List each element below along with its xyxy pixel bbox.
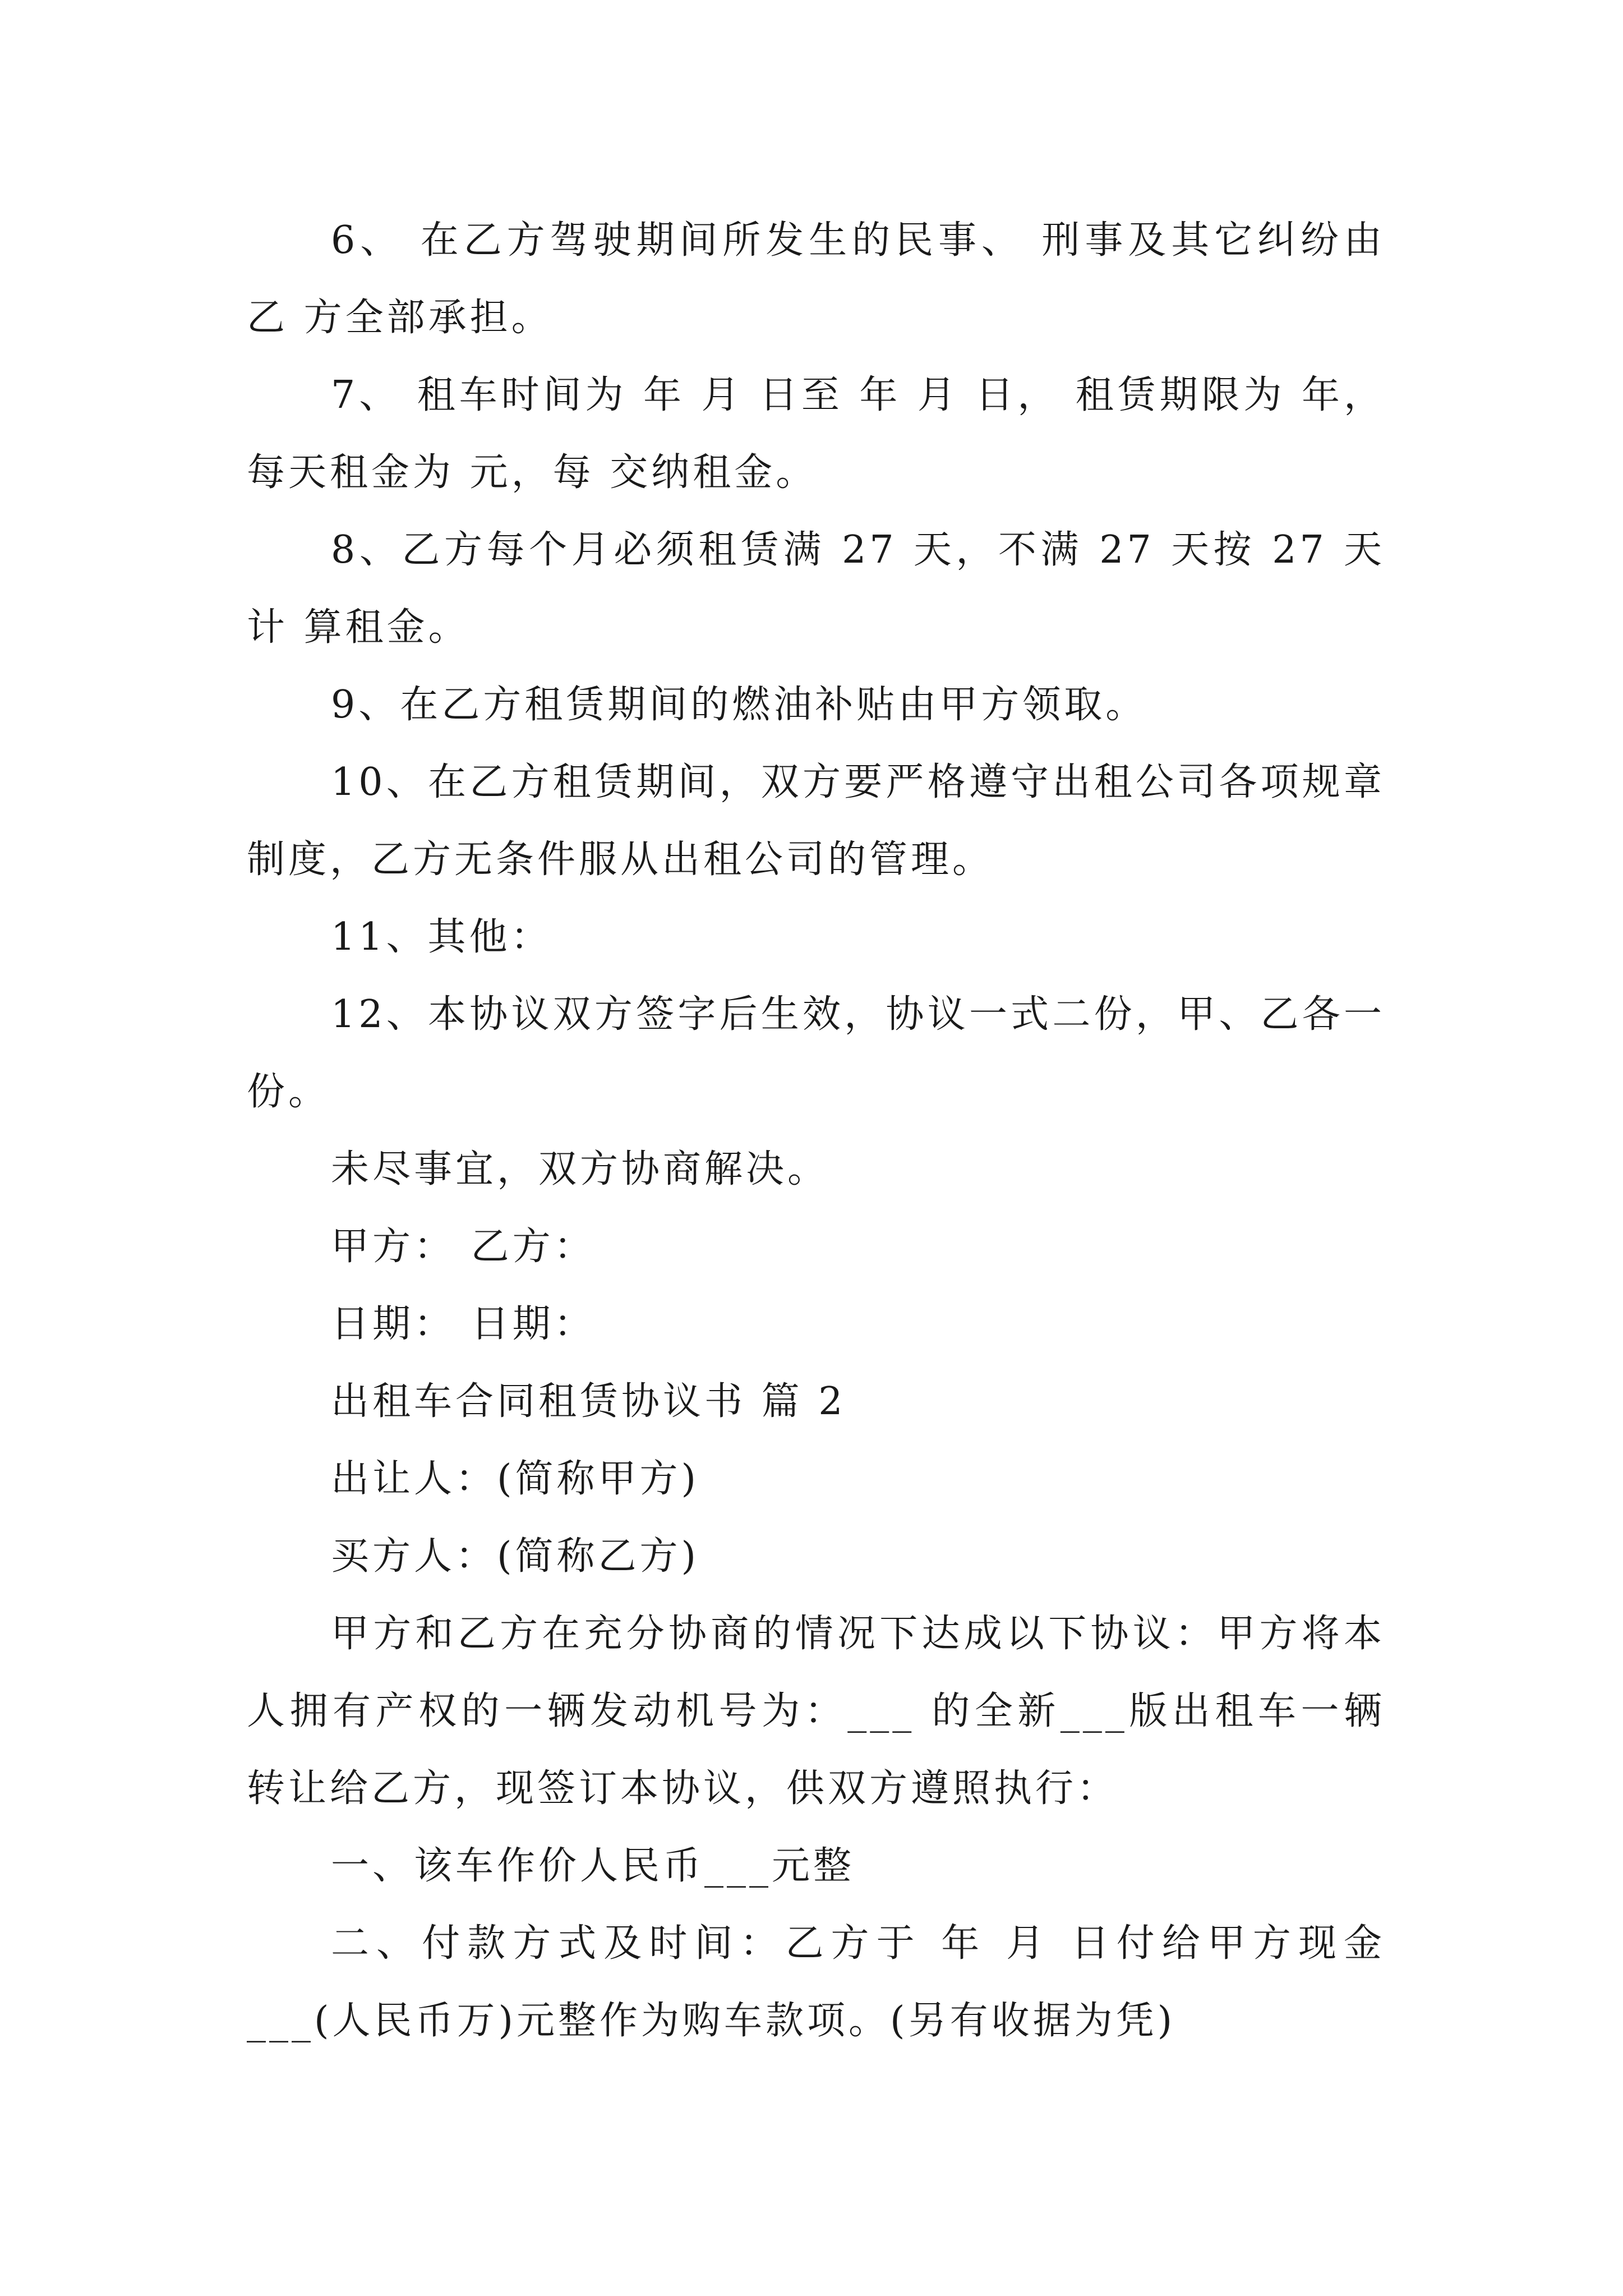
agreement-intro: 甲方和乙方在充分协商的情况下达成以下协议：甲方将本人拥有产权的一辆发动机号为：___ 的全新___版出租车一辆转让给乙方，现签订本协议，供双方遵照执行： <box>247 1612 1385 1811</box>
buyer-line: 买方人：(简称乙方) <box>331 1534 700 1579</box>
clause-8: 8、乙方每个月必须租赁满 27 天，不满 27 天按 27 天计 算租金。 <box>247 528 1385 650</box>
document-body <box>247 202 1385 2060</box>
article-2: 二、付款方式及时间：乙方于 年 月 日付给甲方现金___(人民币万)元整作为购车款项。(另有收据为凭) <box>247 1921 1385 2043</box>
clause-11: 11、其他： <box>331 915 552 959</box>
clause-6: 6、 在乙方驾驶期间所发生的民事、 刑事及其它纠纷由乙 方全部承担。 <box>247 218 1385 340</box>
clause-9: 9、在乙方租赁期间的燃油补贴由甲方领取。 <box>331 683 1147 727</box>
clause-10: 10、在乙方租赁期间，双方要严格遵守出租公司各项规章制度，乙方无条件服从出租公司的管理。 <box>247 760 1385 882</box>
clause-12: 12、本协议双方签字后生效，协议一式二份，甲、乙各一份。 <box>247 992 1385 1114</box>
signature-parties: 甲方： 乙方： <box>331 1225 596 1269</box>
article-1: 一、该车作价人民币___元整 <box>331 1844 855 1888</box>
signature-dates: 日期： 日期： <box>331 1302 596 1346</box>
section-title: 出租车合同租赁协议书 篇 2 <box>331 1379 846 1424</box>
closing-note: 未尽事宜，双方协商解决。 <box>331 1147 829 1191</box>
clause-7: 7、 租车时间为 年 月 日至 年 月 日， 租赁期限为 年，每天租金为 元，每 交纳租金。 <box>247 373 1385 495</box>
seller-line: 出让人：(简称甲方) <box>331 1457 700 1501</box>
